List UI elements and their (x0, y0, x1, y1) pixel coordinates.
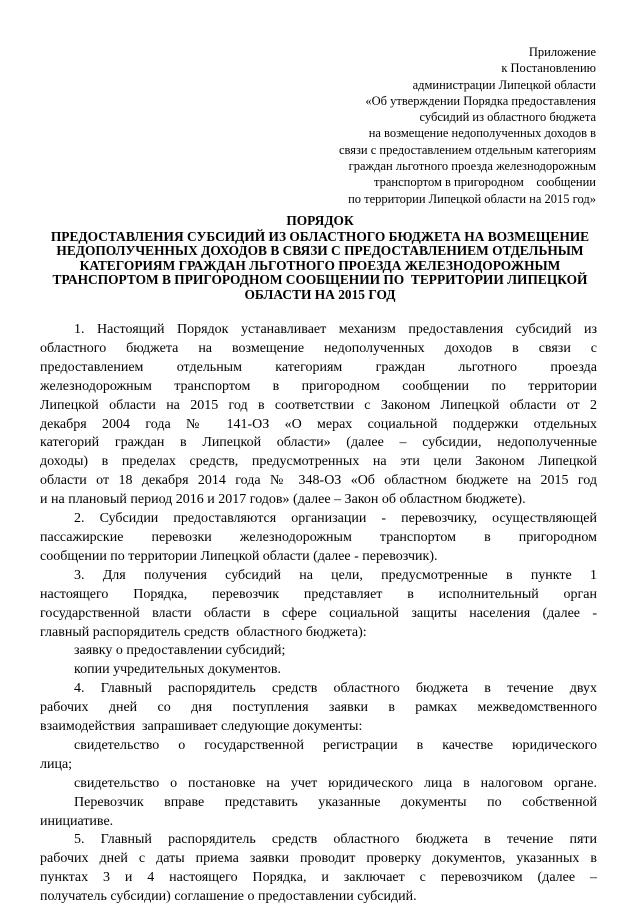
text-line: пунктах 3 и 4 настоящего Порядка, и заключает с перевозчиком (далее – (40, 870, 597, 886)
paragraph-4 (40, 680, 597, 831)
text-line: инициативе. (40, 813, 114, 829)
list-item: свидетельство о государственной регистрации в качестве юридического (74, 737, 597, 753)
appendix-header (266, 44, 596, 207)
title-heading: ПОРЯДОК (286, 213, 354, 228)
text-line: Перевозчик вправе представить указанные документы по собственной (74, 794, 597, 810)
text-line: 2. Субсидии предоставляются организации - перевозчику, осуществляющей (74, 511, 597, 527)
text-line: доходы) в пределах средств, предусмотренных на эти цели Законом Липецкой (40, 454, 597, 470)
paragraph-2 (40, 510, 597, 567)
appendix-line: субсидий из областного бюджета (419, 110, 596, 125)
paragraph-1 (40, 321, 597, 510)
appendix-line: администрации Липецкой области (412, 77, 596, 92)
text-line: области от 18 декабря 2014 года № 348-ОЗ «Об областном бюджете на 2015 год (40, 473, 597, 489)
title-line: КАТЕГОРИЯМ ГРАЖДАН ЛЬГОТНОГО ПРОЕЗДА ЖЕЛЕЗНОДОРОЖНЫМ (79, 257, 561, 273)
text-line: 5. Главный распорядитель средств областного бюджета в течение пяти (74, 832, 597, 848)
text-line: декабря 2004 года № 141-ОЗ «О мерах социальной поддержки отдельных (40, 416, 597, 432)
document-body (40, 321, 597, 907)
text-line: рабочих дней со дня поступления заявки в рамках межведомственного (40, 700, 597, 716)
appendix-line: транспортом в пригородном сообщении (373, 175, 596, 190)
text-line: лица; (40, 756, 73, 772)
text-line: получатель субсидии) соглашение о предоставлении субсидий. (40, 889, 417, 905)
text-line: настоящего Порядка, перевозчик представляет в исполнительный орган (40, 586, 597, 602)
text-line: и на плановый период 2016 и 2017 годов» (далее – Закон об областном бюджете). (40, 492, 526, 508)
list-item: заявку о предоставлении субсидий; (74, 643, 286, 659)
text-line: сообщении по территории Липецкой области (далее - перевозчик). (40, 548, 438, 564)
list-item: свидетельство о постановке на учет юридического лица в налоговом органе. (74, 775, 597, 791)
appendix-line: на возмещение недополученных доходов в (368, 126, 596, 141)
paragraph-5 (40, 831, 597, 907)
text-line: государственной власти области в сфере социальной защиты населения (далее - (40, 605, 597, 621)
appendix-line: к Постановлению (501, 61, 596, 76)
appendix-line: по территории Липецкой области на 2015 год» (348, 191, 596, 206)
text-line: железнодорожным транспортом в пригородном сообщении по территории (40, 378, 597, 394)
appendix-line: «Об утверждении Порядка предоставления (365, 93, 596, 108)
text-line: категорий граждан в Липецкой области» (далее – субсидии, недополученные (40, 435, 597, 451)
text-line: взаимодействия запрашивает следующие документы: (40, 719, 363, 735)
text-line: 4. Главный распорядитель средств областного бюджета в течение двух (74, 681, 597, 697)
list-item: копии учредительных документов. (74, 662, 282, 678)
text-line: главный распорядитель средств областного бюджета): (40, 624, 367, 640)
title-line: ПРЕДОСТАВЛЕНИЯ СУБСИДИЙ ИЗ ОБЛАСТНОГО БЮДЖЕТА НА ВОЗМЕЩЕНИЕ (50, 228, 590, 244)
title-line: ТРАНСПОРТОМ В ПРИГОРОДНОМ СООБЩЕНИИ ПО ТЕРРИТОРИИ ЛИПЕЦКОЙ (52, 272, 588, 288)
appendix-line: связи с предоставлением отдельным категориям (338, 142, 596, 157)
title-line: НЕДОПОЛУЧЕННЫХ ДОХОДОВ В СВЯЗИ С ПРЕДОСТАВЛЕНИЕМ ОТДЕЛЬНЫМ (56, 243, 584, 259)
appendix-line: граждан льготного проезда железнодорожным (348, 159, 596, 174)
document-title (40, 214, 600, 303)
text-line: рабочих дней с даты приема заявки проводит проверку документов, указанных в (40, 851, 597, 867)
paragraph-3 (40, 567, 597, 680)
text-line: областного бюджета на возмещение недополученных доходов в связи с (40, 340, 597, 356)
text-line: 1. Настоящий Порядок устанавливает механизм предоставления субсидий из (74, 322, 597, 337)
text-line: Липецкой области на 2015 год в соответствии с Законом Липецкой области от 2 (40, 397, 597, 413)
text-line: пассажирские перевозки железнодорожным транспортом в пригородном (40, 529, 597, 545)
text-line: 3. Для получения субсидий на цели, предусмотренные в пункте 1 (74, 567, 597, 583)
title-line: ОБЛАСТИ НА 2015 ГОД (244, 286, 396, 302)
text-line: предоставлением отдельным категориям граждан льготного проезда (40, 359, 597, 375)
appendix-line: Приложение (528, 45, 596, 59)
